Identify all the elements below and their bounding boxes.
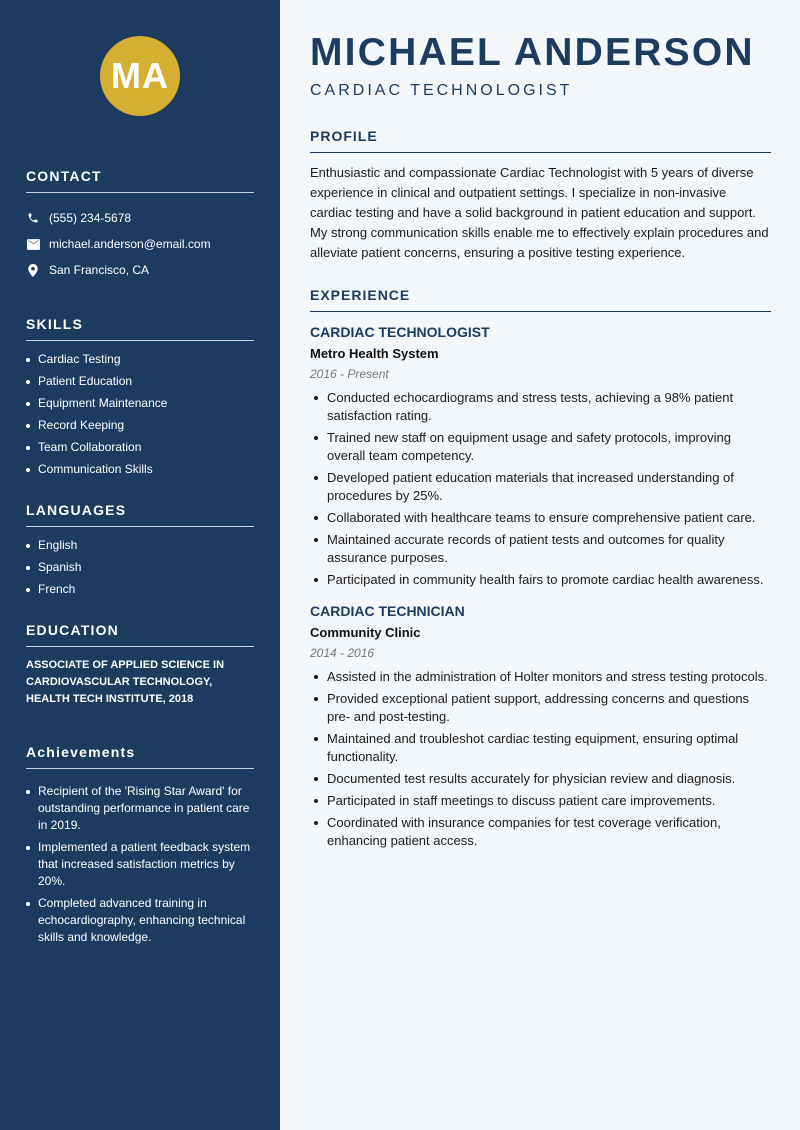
skills-section (26, 316, 254, 478)
achievements-section (26, 744, 254, 946)
job-dates: 2016 - Present (310, 367, 389, 381)
contact-list (26, 205, 254, 283)
education-section (26, 622, 254, 708)
skill-item: Communication Skills (38, 461, 254, 478)
phone-icon (26, 211, 40, 225)
contact-phone-text: (555) 234-5678 (49, 211, 132, 225)
person-name: MICHAEL ANDERSON (310, 31, 755, 74)
job-bullet: Participated in community health fairs to promote cardiac health awareness. (327, 571, 771, 589)
profile-heading: PROFILE (310, 128, 771, 153)
skill-item: Record Keeping (38, 417, 254, 434)
language-item: English (38, 537, 254, 554)
job-bullets (310, 389, 771, 589)
languages-heading: LANGUAGES (26, 502, 254, 527)
job-bullet: Collaborated with healthcare teams to ensure comprehensive patient care. (327, 509, 771, 527)
achievements-heading: Achievements (26, 744, 254, 769)
job-title: CARDIAC TECHNICIAN (310, 603, 465, 619)
email-icon (26, 237, 40, 251)
person-role: CARDIAC TECHNOLOGIST (310, 82, 573, 99)
job-entry (310, 324, 771, 589)
profile-text: Enthusiastic and compassionate Cardiac Technologist with 5 years of diverse experience in clinical and outpatient settings. I specialize in non-invasive cardiac testing and have a solid background in patient education and support. My strong communication skills enable me to effectively explain procedures and alleviate patient concerns, ensuring a positive testing experience. (310, 165, 769, 260)
sidebar (0, 0, 280, 1130)
job-title: CARDIAC TECHNOLOGIST (310, 324, 490, 340)
achievement-item: Recipient of the 'Rising Star Award' for outstanding performance in patient care in 2019. (38, 783, 254, 834)
job-bullet: Provided exceptional patient support, addressing concerns and questions pre- and post-testing. (327, 690, 771, 726)
job-bullet: Participated in staff meetings to discuss patient care improvements. (327, 792, 771, 810)
profile-section (310, 128, 771, 263)
skills-heading: SKILLS (26, 316, 254, 341)
job-bullet: Conducted echocardiograms and stress tests, achieving a 98% patient satisfaction rating. (327, 389, 771, 425)
contact-phone (26, 205, 254, 231)
skill-item: Equipment Maintenance (38, 395, 254, 412)
achievement-item: Completed advanced training in echocardiography, enhancing technical skills and knowledge. (38, 895, 254, 946)
language-item: Spanish (38, 559, 254, 576)
job-bullet: Coordinated with insurance companies for test coverage verification, enhancing patient access. (327, 814, 771, 850)
skill-item: Patient Education (38, 373, 254, 390)
avatar-initials: MA (100, 36, 180, 116)
skills-list (26, 351, 254, 478)
main-content (280, 0, 800, 1130)
contact-heading: CONTACT (26, 168, 254, 193)
languages-list (26, 537, 254, 598)
job-bullet: Maintained accurate records of patient tests and outcomes for quality assurance purposes. (327, 531, 771, 567)
job-company: Metro Health System (310, 346, 439, 361)
job-bullet: Maintained and troubleshot cardiac testing equipment, ensuring optimal functionality. (327, 730, 771, 766)
achievement-item: Implemented a patient feedback system that increased satisfaction metrics by 20%. (38, 839, 254, 890)
education-heading: EDUCATION (26, 622, 254, 647)
experience-heading: EXPERIENCE (310, 287, 771, 312)
job-bullet: Documented test results accurately for physician review and diagnosis. (327, 770, 771, 788)
job-company: Community Clinic (310, 625, 421, 640)
job-bullet: Developed patient education materials that increased understanding of procedures by 25%. (327, 469, 771, 505)
experience-section (310, 287, 771, 850)
skill-item: Cardiac Testing (38, 351, 254, 368)
job-bullet: Assisted in the administration of Holter monitors and stress testing protocols. (327, 668, 771, 686)
skill-item: Team Collaboration (38, 439, 254, 456)
job-bullets (310, 668, 771, 850)
contact-email-text: michael.anderson@email.com (49, 237, 211, 251)
location-pin-icon (26, 263, 40, 277)
job-dates: 2014 - 2016 (310, 646, 375, 660)
job-bullet: Trained new staff on equipment usage and safety protocols, improving overall team competency. (327, 429, 771, 465)
education-entry: ASSOCIATE OF APPLIED SCIENCE IN CARDIOVASCULAR TECHNOLOGY, HEALTH TECH INSTITUTE, 2018 (26, 659, 225, 705)
language-item: French (38, 581, 254, 598)
job-entry (310, 603, 771, 850)
contact-location-text: San Francisco, CA (49, 263, 150, 277)
contact-email (26, 231, 254, 257)
contact-location (26, 257, 254, 283)
languages-section (26, 502, 254, 598)
contact-section (26, 168, 254, 283)
achievements-list (26, 783, 254, 946)
